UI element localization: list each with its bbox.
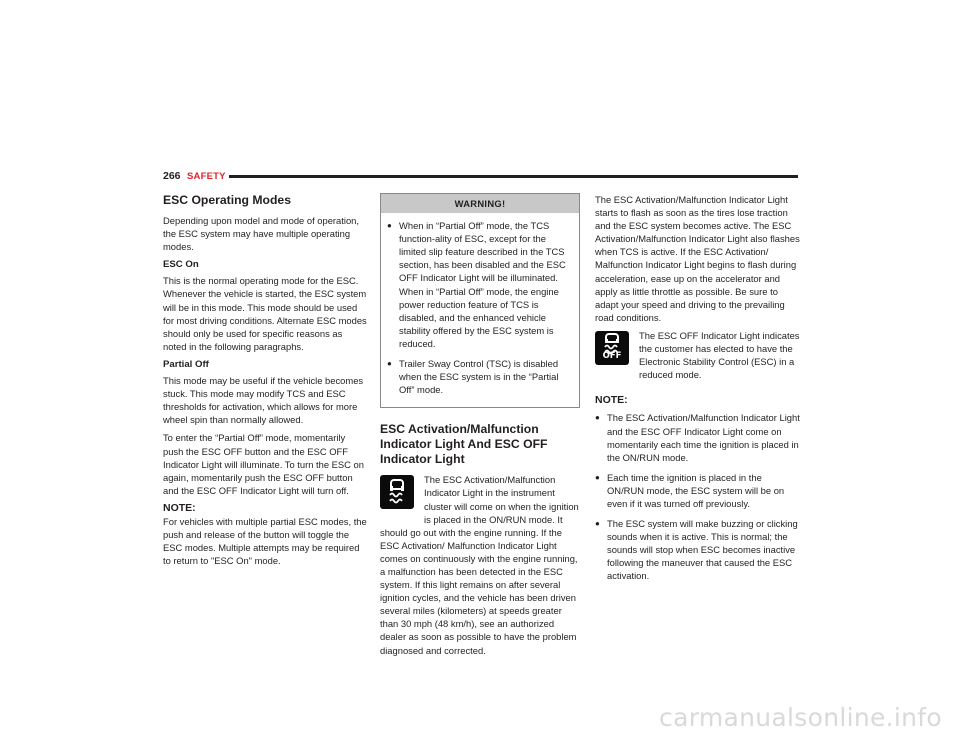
esc-off-paragraph: The ESC OFF Indicator Light indicates the customer has elected to have the Electronic Stability Control (ESC) in a reduced mode. <box>639 329 800 381</box>
page-number: 266 <box>163 170 181 182</box>
note-paragraph: For vehicles with multiple partial ESC modes, the push and release of the button will toggle the ESC modes. Multiple attempts may be required to return to "ESC On" mode. <box>163 515 367 567</box>
note-item: ● The ESC system will make buzzing or clicking sounds when it is active. This is normal; the sounds will stop when ESC becomes inactive following the maneuver that caused the ESC activation. <box>595 517 800 582</box>
partial-off-paragraph-2: To enter the “Partial Off” mode, momentarily push the ESC OFF button and the ESC OFF Indicator Light will illuminate. To turn the ESC on again, momentarily push the ESC OFF button and the ESC OFF Indicator Light will turn off. <box>163 432 364 496</box>
warning-list <box>381 213 579 407</box>
esc-on-paragraph: This is the normal operating mode for the ESC. Whenever the vehicle is started, the ESC system will be in this mode. This mode should be used for most driving conditions. Alternate ESC modes should only be used for specific reasons as noted in the following paragraphs. <box>163 275 367 352</box>
intro-paragraph: Depending upon model and mode of operation, the ESC system may have multiple operating modes. <box>163 215 359 253</box>
warning-title: WARNING! <box>381 194 579 213</box>
esc-off-section <box>595 329 800 386</box>
warning-item: ● When in “Partial Off” mode, the TCS function-ality of ESC, except for the limited slip feature described in the TCS section, has been disabled and the ESC OFF Indicator Light will be illuminated. When in “Partial Off” mode, the engine power reduction feature of TCS is disabled, and the enhanced vehicle stability offered by the ESC system is reduced. <box>387 219 573 350</box>
header-rule <box>229 175 798 178</box>
note-item: ● Each time the ignition is placed in the ON/RUN mode, the ESC system will be on even if it was turned off previously. <box>595 471 800 510</box>
esc-off-indicator-icon <box>595 331 629 365</box>
esc-operating-modes-heading: ESC Operating Modes <box>163 193 291 207</box>
esc-indicator-paragraph: The ESC Activation/Malfunction Indicator Light in the instrument cluster will come on when the ignition is placed in the ON/RUN mode. It should go out with the engine running. If the ESC Activation/ Malfunction Indicator Light comes on continuously with the engine running, a malfunction has been detected in the ESC system. If this light remains on after several ignition cycles, and the vehicle has been driven several miles (kilometers) at speeds greater than 30 mph (48 km/h), see an authorized dealer as soon as possible to have the problem diagnosed and corrected. <box>380 474 579 656</box>
note-label: NOTE: <box>163 501 196 514</box>
off-label: OFF <box>602 350 622 361</box>
warning-box <box>380 193 580 408</box>
column-1 <box>163 193 368 572</box>
section-label: SAFETY <box>187 171 226 182</box>
warning-item: ● Trailer Sway Control (TSC) is disabled when the ESC system is in the “Partial Off” mode. <box>387 357 573 396</box>
note-item: ● The ESC Activation/Malfunction Indicator Light and the ESC OFF Indicator Light come on momentarily each time the ignition is placed in the ON/RUN mode. <box>595 411 800 463</box>
esc-on-subheading: ESC On <box>163 259 199 271</box>
note-label: NOTE: <box>595 394 628 407</box>
esc-activation-indicator-icon <box>380 475 414 509</box>
note-list <box>595 411 800 582</box>
partial-off-subheading: Partial Off <box>163 358 209 370</box>
column-3 <box>595 193 800 590</box>
column-2 <box>380 193 580 662</box>
esc-indicator-section <box>380 473 580 661</box>
watermark: carmanualsonline.info <box>659 703 942 732</box>
partial-off-paragraph-1: This mode may be useful if the vehicle becomes stuck. This mode may modify TCS and ESC thresholds for activation, which allows for more wheel spin than normally allowed. <box>163 375 364 426</box>
esc-flash-paragraph: The ESC Activation/Malfunction Indicator Light starts to flash as soon as the tires lose traction and the ESC system becomes active. The ESC Activation/Malfunction Indicator Light also flashes when TCS is active. If the ESC Activation/ Malfunction Indicator Light begins to flash during acceleration, ease up on the accelerator and apply as little throttle as possible. Be sure to adapt your speed and driving to the prevailing road conditions. <box>595 194 800 323</box>
esc-indicator-heading: ESC Activation/Malfunction Indicator Light And ESC OFF Indicator Light <box>380 422 548 467</box>
page-header <box>163 170 798 184</box>
